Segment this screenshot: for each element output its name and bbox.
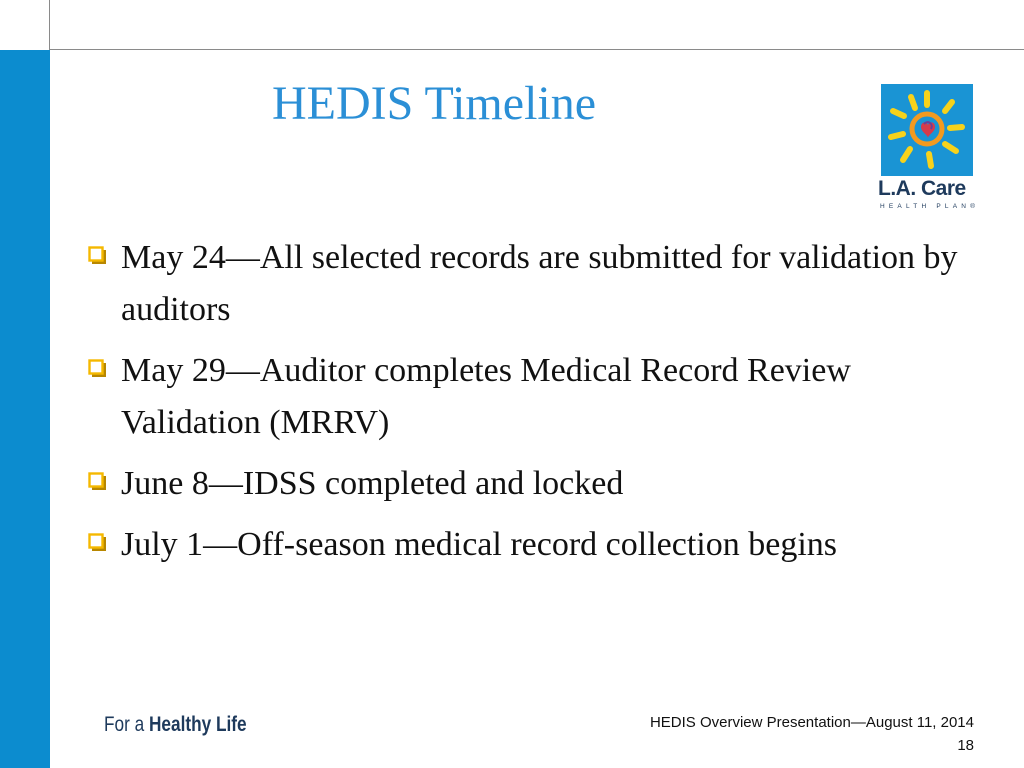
footer-tagline [104, 714, 247, 735]
sun-icon [881, 84, 973, 176]
top-left-divider [49, 0, 50, 50]
list-item [88, 458, 988, 510]
la-care-logo [876, 80, 986, 220]
bullet-text: May 29—Auditor completes Medical Record Review Validation (MRRV) [121, 352, 851, 441]
bullet-text: May 24—All selected records are submitted for validation by auditors [121, 239, 958, 328]
list-item [88, 519, 988, 571]
logo-subtitle: HEALTH PLAN® [880, 203, 980, 210]
logo-sun-box [881, 84, 973, 176]
checkbox-bullet-icon [88, 472, 107, 491]
checkbox-bullet-icon [88, 533, 107, 552]
tagline-emphasis: Healthy Life [148, 713, 247, 736]
presentation-footer: HEDIS Overview Presentation—August 11, 2014 [649, 714, 974, 731]
logo-name: L.A. Care [878, 177, 966, 200]
bullet-text: July 1—Off-season medical record collection begins [121, 526, 837, 563]
slide-title: HEDIS Timeline [272, 77, 597, 130]
list-item [88, 232, 988, 336]
bullet-text: June 8—IDSS completed and locked [121, 465, 624, 502]
left-accent-bar [0, 50, 50, 768]
checkbox-bullet-icon [88, 246, 107, 265]
list-item [88, 345, 988, 449]
tagline-prefix: For a [104, 713, 149, 736]
bullet-list [88, 232, 988, 580]
top-divider [50, 49, 1024, 50]
checkbox-bullet-icon [88, 359, 107, 378]
page-number: 18 [957, 737, 974, 754]
